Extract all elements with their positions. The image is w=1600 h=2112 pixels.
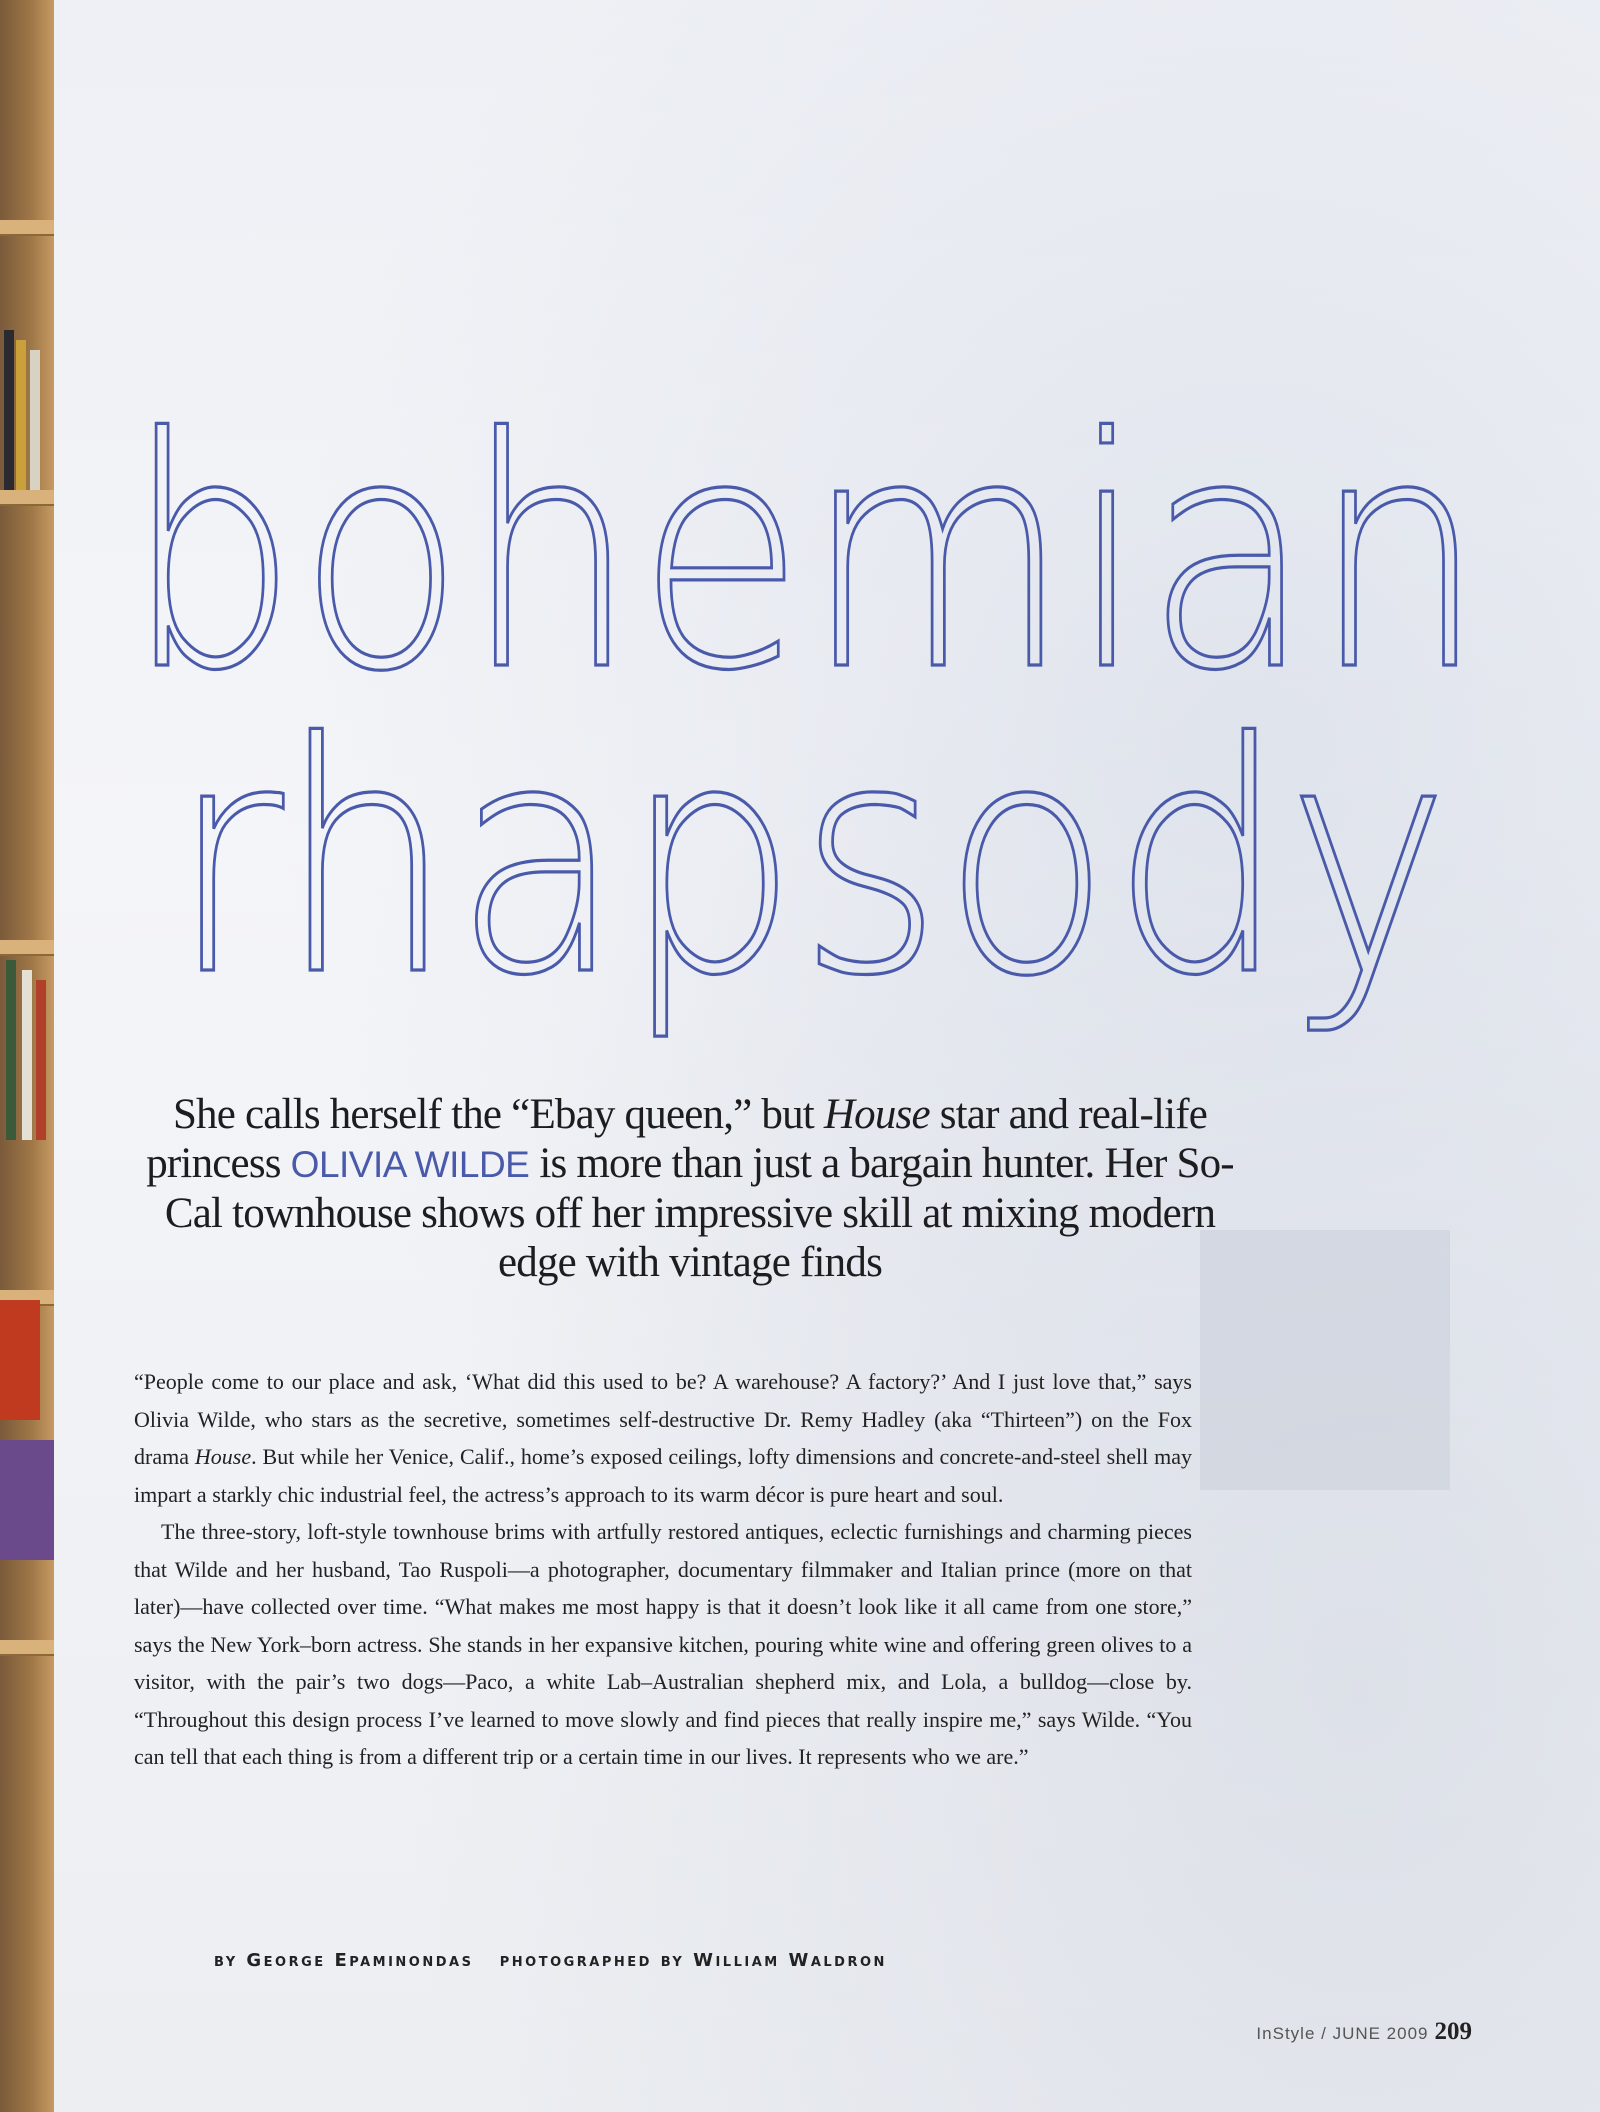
folio — [1256, 2018, 1472, 2046]
deck-show-title: House — [823, 1091, 930, 1138]
headline-line-1: bohemian — [125, 370, 1485, 740]
paragraph: The three-story, loft-style townhouse brims with artfully restored antiques, eclectic furnishings and charming pieces that Wilde and her husband, Tao Ruspoli—a photographer, documentary filmmaker and Italian prince (more on that later)—have collected over time. “What makes me most happy is that it doesn’t look like it all came from one store,” says the New York–born actress. She stands in her expansive kitchen, pouring white wine and offering green olives to a visitor, with the pair’s two dogs—Paco, a white Lab–Australian shepherd mix, and Lola, a bulldog—close by. “Throughout this design process I’ve learned to move slowly and find pieces that really inspire me,” says Wilde. “You can tell that each thing is from a different trip or a certain time in our lives. It represents who we are.” — [134, 1519, 1192, 1769]
byline-photographed-by: photographed by — [499, 1950, 685, 1971]
headline-line-2: rhapsody — [170, 675, 1450, 1045]
deck-subhead — [130, 1090, 1250, 1287]
byline-by: by — [214, 1950, 238, 1971]
page-number: 209 — [1434, 2018, 1472, 2045]
paragraph-text: “People come to our place and ask, ‘What did this used to be? A warehouse? A factory?’ And I just love that,” says Olivia Wilde, who stars as the secretive, sometimes self-destructive Dr. Remy Hadley (aka “Thirteen”) on the Fox drama — [134, 1369, 1192, 1469]
byline-photographer: William Waldron — [693, 1950, 887, 1971]
red-box — [0, 1300, 40, 1420]
shelf-board — [0, 1640, 54, 1656]
show-title: House — [194, 1444, 252, 1469]
deck-text: is more than just a bargain hunter. Her So-Cal townhouse shows off her impressive skill at mixing modern edge with vintage finds — [164, 1140, 1234, 1286]
deck-celebrity-name: OLIVIA WILDE — [290, 1144, 530, 1185]
deck-text: star and real-life princess — [146, 1091, 1208, 1187]
folio-publication: InStyle / JUNE 2009 — [1256, 2024, 1429, 2043]
article-body — [134, 1363, 1192, 1776]
paragraph — [134, 1363, 1192, 1513]
purple-cushion — [0, 1440, 54, 1560]
byline — [214, 1950, 887, 1971]
paragraph-text: . But while her Venice, Calif., home’s exposed ceilings, lofty dimensions and concrete-and-steel shell may impart a starkly chic industrial feel, the actress’s approach to its warm décor is pure heart and soul. — [134, 1444, 1193, 1507]
byline-author: George Epaminondas — [246, 1950, 474, 1971]
deck-text: She calls herself the “Ebay queen,” but — [172, 1091, 824, 1138]
